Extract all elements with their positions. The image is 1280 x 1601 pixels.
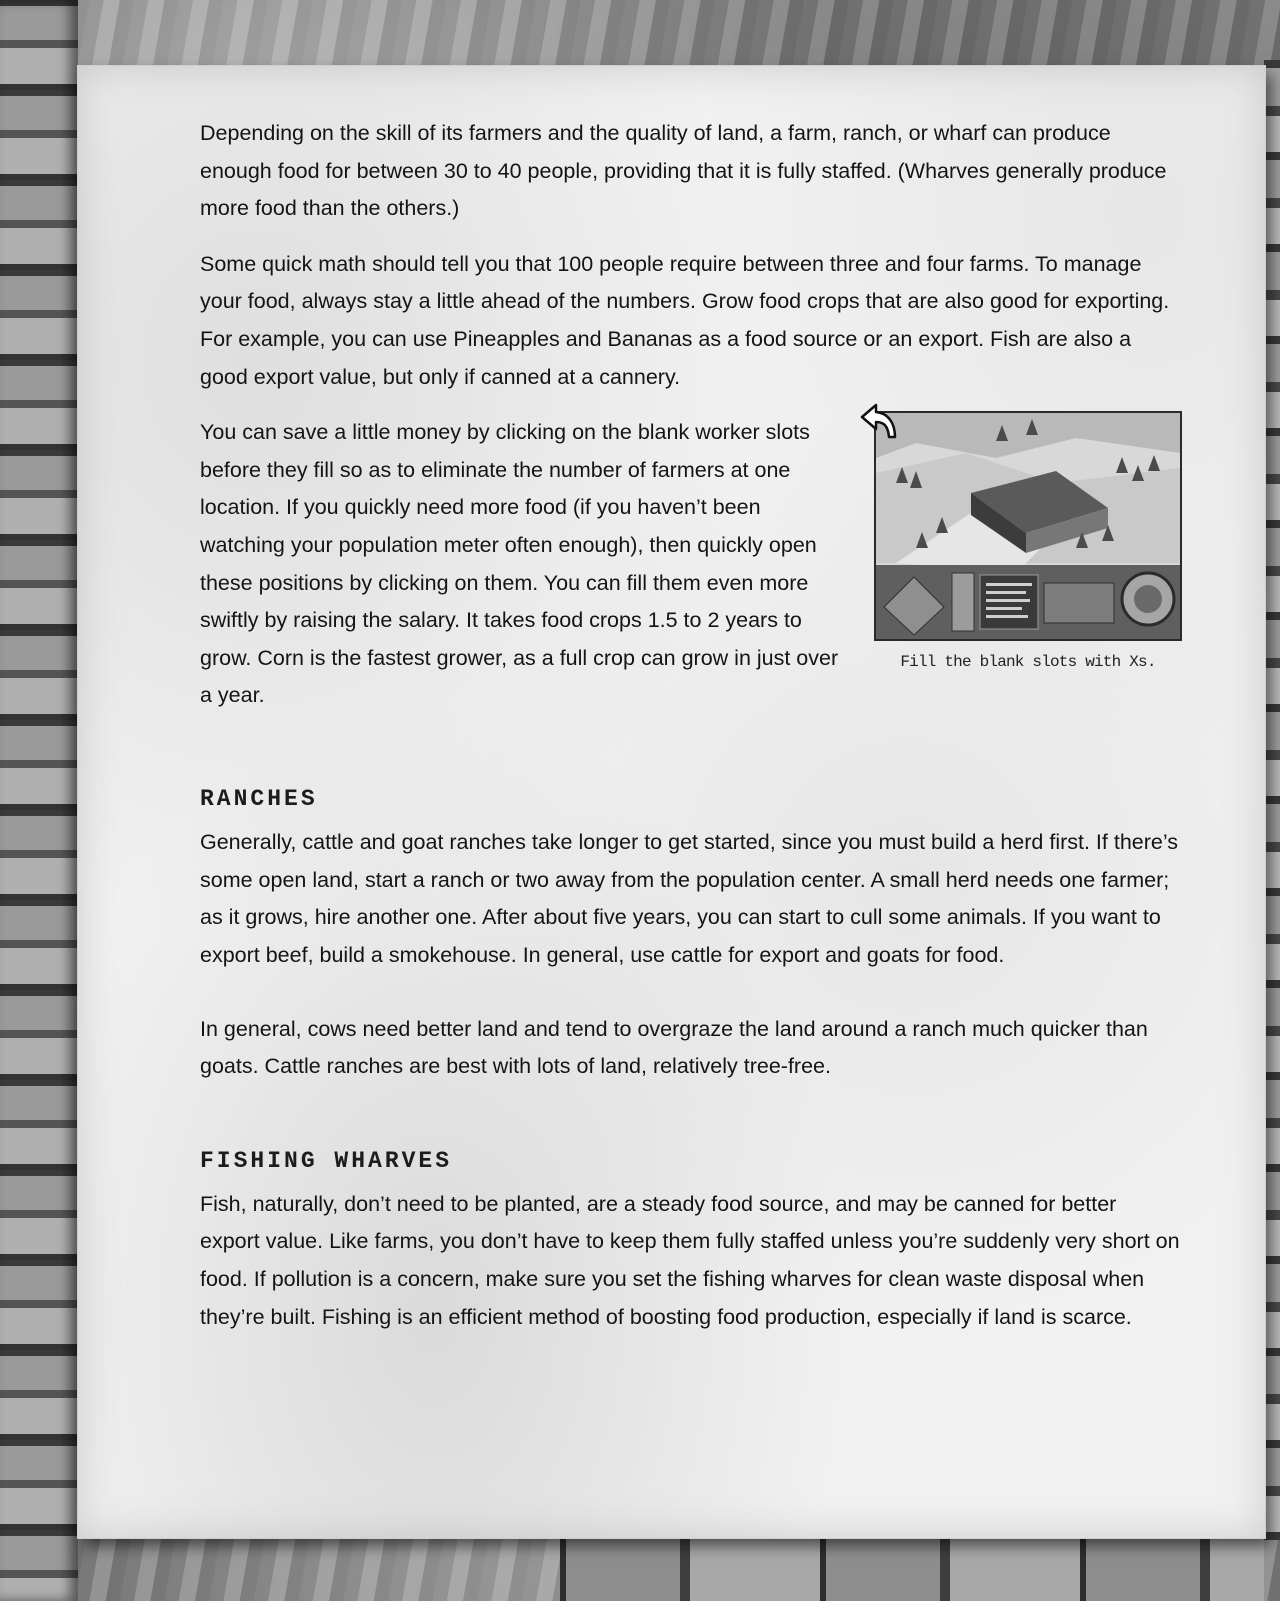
stone-wall-left [0, 0, 78, 1601]
stone-wall-bottom [560, 1531, 1264, 1601]
section-heading-fishing-wharves: FISHING WHARVES [200, 1147, 453, 1174]
game-scene [876, 413, 1180, 639]
figure-caption: Fill the blank slots with Xs. [900, 653, 1156, 672]
paragraph-quick-math: Some quick math should tell you that 100 people require between three and four farms. To manage your food, always stay a little ahead of the numbers. Grow food crops that are also good for exporting. For example, you can use Pineapples and Bananas as a food source or an export. Fish are also a good export value, but only if canned at a cannery. [200, 251, 1170, 389]
paragraph-ranches-land: In general, cows need better land and tend to overgraze the land around a ranch much quicker than goats. Cattle ranches are best with lots of land, relatively tree-free. [200, 1016, 1148, 1079]
worker-slots-section [200, 414, 1180, 728]
page-content [200, 115, 1180, 1336]
paragraph-ranches-start: Generally, cattle and goat ranches take longer to get started, since you must build a herd first. If there’s some open land, start a ranch or two away from the population center. A small herd needs one farmer; as it grows, hire another one. After about five years, you can start to cull some animals. If you want to export beef, build a smokehouse. In general, use cattle for export and goats for food. [200, 830, 1178, 967]
section-heading-ranches: RANCHES [200, 786, 318, 813]
paragraph-food-production: Depending on the skill of its farmers and the quality of land, a farm, ranch, or wharf can produce enough food for between 30 to 40 people, providing that it is fully staffed. (Wharves generally produce more food than the others.) [200, 121, 1167, 221]
stone-wall-right [1264, 60, 1280, 1540]
paragraph-worker-slots: You can save a little money by clicking on the blank worker slots before they fill so as to eliminate the number of farmers at one location. If you quickly need more food (if you haven’t been watching your population meter often enough), then quickly open these positions by clicking on them. You can fill them even more swiftly by raising the salary. It takes food crops 1.5 to 2 years to grow. Corn is the fastest grower, as a full crop can grow in just over a year. [200, 420, 839, 708]
back-arrow-icon [856, 399, 900, 443]
game-screenshot [874, 411, 1182, 641]
paragraph-fishing: Fish, naturally, don’t need to be planted, are a steady food source, and may be canned for better export value. Like farms, you don’t have to keep them fully staffed unless you’re suddenly very short on food. If pollution is a concern, make sure you set the fishing wharves for clean waste disposal when they’re built. Fishing is an efficient method of boosting food production, especially if land is scarce. [200, 1191, 1180, 1329]
